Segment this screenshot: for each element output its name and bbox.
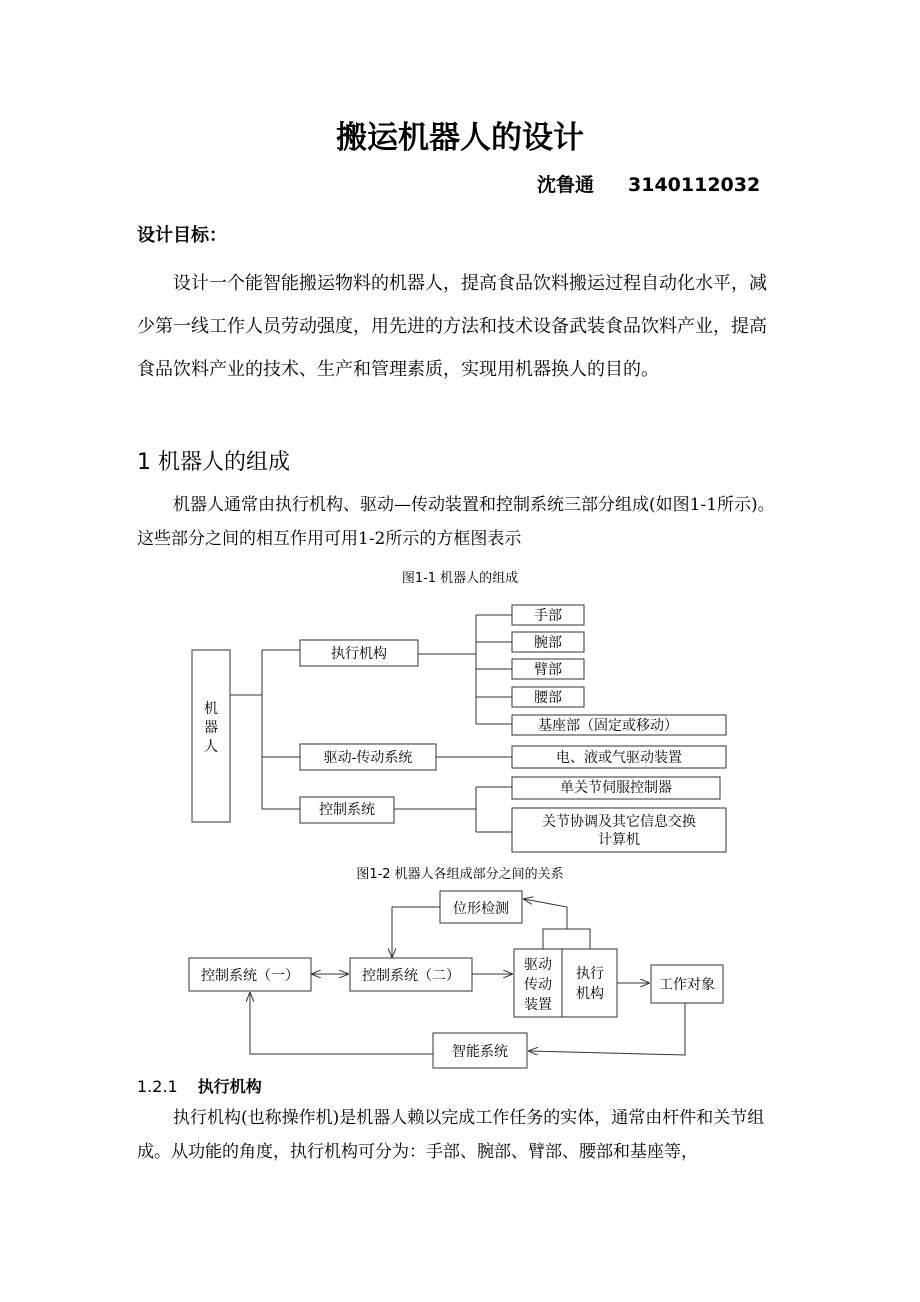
fig1-drive-device-label: 电、液或气驱动装置 [556,750,682,766]
fig2-control2-label: 控制系统（二） [362,968,460,984]
fig1-root-char: 人 [204,739,218,755]
fig1-arm-label: 臂部 [534,662,562,678]
fig1-waist-label: 腰部 [534,690,562,706]
fig2-exec-label: 执行 [576,966,604,982]
fig1-control-label: 控制系统 [319,802,375,818]
fig2-position-label: 位形检测 [453,901,509,917]
fig1-servo-label: 单关节伺服控制器 [560,780,672,796]
document-title: 搬运机器人的设计 [336,120,584,156]
fig1-root-char: 器 [204,720,218,736]
fig2-exec-label: 机构 [576,986,604,1002]
goal-heading: 设计目标： [137,225,227,246]
goal-paragraph: 设计一个能智能搬运物料的机器人，提高食品饮料搬运过程自动化水平，减少第一线工作人员劳动强度，用先进的方法和技术设备武装食品饮料产业，提高食品饮料产业的技术、生产和管理素质，实现用机器换人的目的。 [137,273,767,380]
section1-heading: 1 机器人的组成 [137,450,290,475]
figure1-tree-diagram [0,595,920,857]
subsection-heading [137,1074,262,1097]
fig2-drive-label: 装置 [524,997,552,1013]
fig1-root-box [192,650,230,822]
fig2-drive-label: 传动 [524,977,552,993]
fig1-base-label: 基座部（固定或移动） [538,718,678,734]
student-id: 3140112032 [628,174,761,196]
fig2-control1-label: 控制系统（一） [201,968,299,984]
fig1-drive-label: 驱动-传动系统 [323,750,413,766]
fig1-hand-label: 手部 [534,608,562,624]
figure1-caption: 图1-1 机器人的组成 [401,571,519,586]
fig2-work-object-label: 工作对象 [659,977,715,993]
section1-paragraph: 机器人通常由执行机构、驱动—传动装置和控制系统三部分组成(如图1-1所示)。这些部分之间的相互作用可用1-2所示的方框图表示 [137,495,775,549]
fig1-coord-label: 关节协调及其它信息交换 [542,814,696,830]
author-line [537,170,760,197]
fig1-root-char: 机 [204,701,218,717]
fig1-wrist-label: 腕部 [534,635,562,651]
fig1-coord-label: 计算机 [598,832,640,848]
author-name: 沈鲁通 [537,174,595,196]
subsection-paragraph: 执行机构(也称操作机)是机器人赖以完成工作任务的实体，通常由杆件和关节组成。从功能的角度，执行机构可分为：手部、腕部、臂部、腰部和基座等， [137,1108,765,1162]
fig2-drive-label: 驱动 [524,957,552,973]
figure2-caption: 图1-2 机器人各组成部分之间的关系 [356,867,564,882]
subsection-title: 执行机构 [197,1077,262,1096]
fig1-exec-label: 执行机构 [331,646,387,662]
fig2-smart-label: 智能系统 [452,1044,508,1060]
figure2-block-diagram [0,885,920,1070]
subsection-number: 1.2.1 [137,1077,178,1096]
